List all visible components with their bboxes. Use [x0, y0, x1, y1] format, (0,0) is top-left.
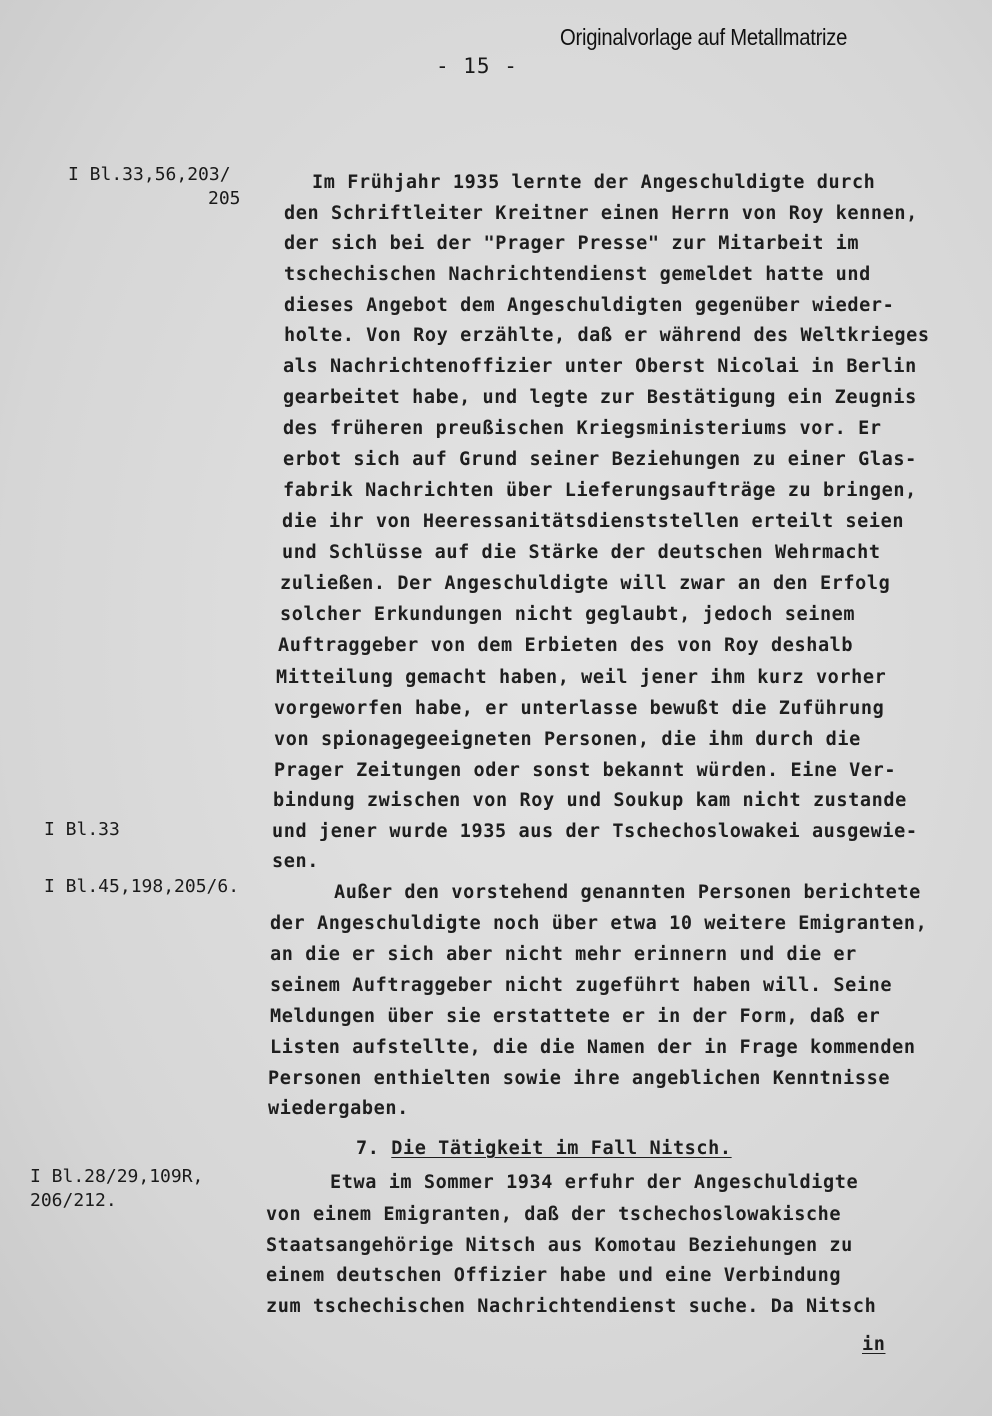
body-line: Etwa im Sommer 1934 erfuhr der Angeschuldigte — [330, 1172, 859, 1193]
body-line: als Nachrichtenoffizier unter Oberst Nicolai in Berlin — [283, 356, 917, 377]
body-line: wiedergaben. — [268, 1098, 409, 1119]
body-line: vorgeworfen habe, er unterlasse bewußt die Zuführung — [274, 698, 885, 719]
body-line: fabrik Nachrichten über Lieferungsaufträge zu bringen, — [283, 480, 917, 501]
page-number: - 15 - — [436, 54, 518, 78]
body-line: der sich bei der "Prager Presse" zur Mitarbeit im — [284, 233, 860, 254]
margin-ref: 205 — [208, 188, 241, 209]
margin-ref: I Bl.33,56,203/ — [68, 164, 231, 185]
section-number: 7. — [356, 1138, 380, 1159]
body-line: solcher Erkundungen nicht geglaubt, jedoch seinem — [280, 604, 856, 625]
body-line: einem deutschen Offizier habe und eine Verbindung — [266, 1265, 842, 1286]
body-line: Im Frühjahr 1935 lernte der Angeschuldigte durch — [312, 172, 876, 193]
body-line: den Schriftleiter Kreitner einen Herrn von Roy kennen, — [284, 203, 918, 224]
body-line: holte. Von Roy erzählte, daß er während des Weltkrieges — [284, 325, 930, 346]
body-line: und jener wurde 1935 aus der Tschechoslowakei ausgewie- — [272, 821, 918, 842]
body-line: zuließen. Der Angeschuldigte will zwar an den Erfolg — [280, 573, 891, 594]
body-line: Listen aufstellte, die die Namen der in Frage kommenden — [270, 1037, 916, 1058]
body-line: an die er sich aber nicht mehr erinnern und die er — [270, 944, 857, 965]
body-line: tschechischen Nachrichtendienst gemeldet hatte und — [284, 264, 871, 285]
body-line: Personen enthielten sowie ihre angeblichen Kenntnisse — [268, 1068, 891, 1089]
section-title: Die Tätigkeit im Fall Nitsch. — [391, 1138, 732, 1159]
body-line: Mitteilung gemacht haben, weil jener ihm kurz vorher — [276, 667, 887, 688]
body-line: der Angeschuldigte noch über etwa 10 weitere Emigranten, — [270, 913, 928, 934]
body-line: Auftraggeber von dem Erbieten des von Roy deshalb — [278, 635, 854, 656]
body-line: von spionagegeeigneten Personen, die ihm durch die — [274, 729, 861, 750]
margin-ref: I Bl.33 — [44, 819, 120, 840]
body-line: zum tschechischen Nachrichtendienst suche. Da Nitsch — [266, 1296, 877, 1317]
body-line: von einem Emigranten, daß der tschechoslowakische — [266, 1204, 842, 1225]
body-line: und Schlüsse auf die Stärke der deutschen Wehrmacht — [282, 542, 881, 563]
body-line: bindung zwischen von Roy und Soukup kam nicht zustande — [273, 790, 907, 811]
section-heading — [356, 1138, 732, 1159]
archive-stamp: Originalvorlage auf Metallmatrize — [560, 24, 848, 50]
catchword: in — [862, 1334, 886, 1355]
margin-ref: 206/212. — [30, 1190, 117, 1211]
body-line: Meldungen über sie erstattete er in der Form, daß er — [270, 1006, 881, 1027]
body-line: Prager Zeitungen oder sonst bekannt würden. Eine Ver- — [274, 760, 897, 781]
body-line: gearbeitet habe, und legte zur Bestätigung ein Zeugnis — [283, 387, 917, 408]
margin-ref: I Bl.28/29,109R, — [30, 1166, 204, 1187]
body-line: seinem Auftraggeber nicht zugeführt haben will. Seine — [270, 975, 893, 996]
body-line: des früheren preußischen Kriegsministeriums vor. Er — [283, 418, 882, 439]
body-line: Staatsangehörige Nitsch aus Komotau Beziehungen zu — [266, 1235, 853, 1256]
body-line: Außer den vorstehend genannten Personen berichtete — [334, 882, 921, 903]
body-line: die ihr von Heeressanitätsdienststellen erteilt seien — [282, 511, 905, 532]
margin-ref: I Bl.45,198,205/6. — [44, 876, 240, 897]
body-line: erbot sich auf Grund seiner Beziehungen zu einer Glas- — [283, 449, 917, 470]
body-line: sen. — [272, 851, 319, 872]
body-line: dieses Angebot dem Angeschuldigten gegenüber wieder- — [284, 295, 895, 316]
